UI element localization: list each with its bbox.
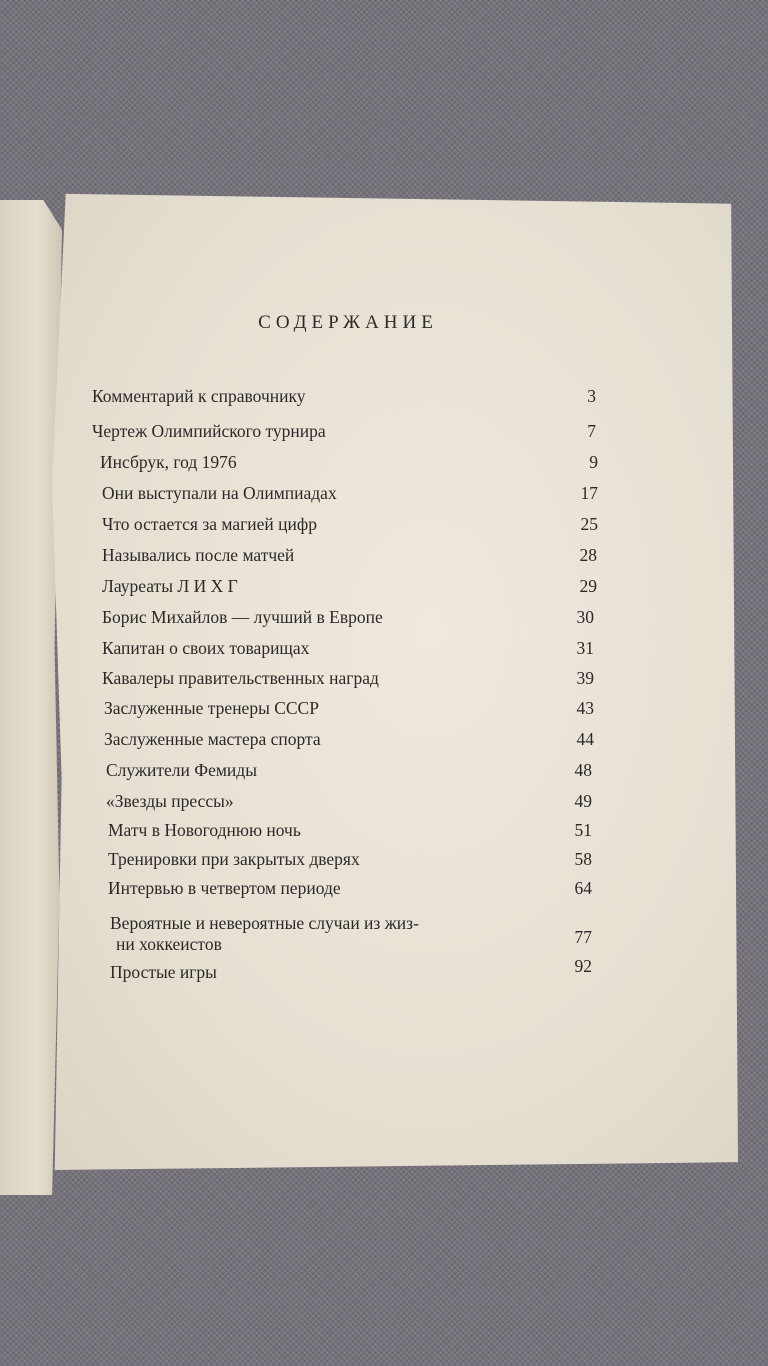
toc-entry-page: 92: [574, 956, 592, 976]
toc-entry-title: Борис Михайлов — лучший в Европе: [102, 607, 383, 627]
toc-entry-title: Кавалеры правительственных наград: [102, 668, 379, 688]
toc-entry-page: 48: [574, 760, 592, 780]
page-title: СОДЕРЖАНИЕ: [258, 312, 438, 333]
toc-entry-title: Заслуженные тренеры СССР: [104, 698, 319, 718]
toc-entry-page: 9: [589, 452, 598, 472]
toc-entry-title: Капитан о своих товарищах: [102, 638, 310, 658]
toc-entry-page: 17: [580, 483, 598, 503]
toc-entry-title: Лауреаты Л И Х Г: [102, 576, 238, 596]
toc-entry-title-continued: ни хоккеистов: [116, 934, 222, 954]
toc-entry-title: Инсбрук, год 1976: [100, 452, 237, 472]
toc-entry-title: Простые игры: [110, 962, 217, 982]
toc-entry-page: 28: [579, 545, 597, 565]
toc-entry-page: 77: [574, 927, 592, 947]
toc-entry-page: 39: [576, 668, 594, 688]
toc-entry-page: 25: [580, 514, 598, 534]
toc-entry-page: 44: [576, 729, 594, 749]
toc-entry-title: Чертеж Олимпийского турнира: [92, 421, 326, 441]
toc-entry-page: 7: [587, 421, 596, 441]
toc-entry-title: Назывались после матчей: [102, 545, 295, 565]
toc-entry-title: Служители Фемиды: [106, 760, 257, 780]
toc-entry-title: Что остается за магией цифр: [102, 514, 317, 534]
toc-entry-title: Они выступали на Олимпиадах: [102, 483, 337, 503]
toc-entry-page: 49: [574, 791, 592, 811]
toc-entry-title: Заслуженные мастера спорта: [104, 729, 321, 749]
toc-entry-title: Матч в Новогоднюю ночь: [108, 820, 301, 840]
toc-entry-page: 43: [576, 698, 594, 718]
toc-entry-page: 58: [574, 849, 592, 869]
toc-entry-title: Вероятные и невероятные случаи из жиз-: [110, 913, 419, 933]
toc-entry-page: 64: [574, 878, 592, 898]
toc-entry-title: Тренировки при закрытых дверях: [108, 849, 360, 869]
toc-entry-page: 31: [576, 638, 594, 658]
toc-entry-page: 29: [579, 576, 597, 596]
toc-entry-page: 30: [576, 607, 594, 627]
toc-entry-page: 51: [574, 820, 592, 840]
toc-entry-title: Комментарий к справочнику: [92, 386, 306, 406]
toc-entry-title: Интервью в четвертом периоде: [108, 878, 341, 898]
toc-entry-title: «Звезды прессы»: [106, 791, 234, 811]
toc-entry-page: 3: [587, 386, 596, 406]
